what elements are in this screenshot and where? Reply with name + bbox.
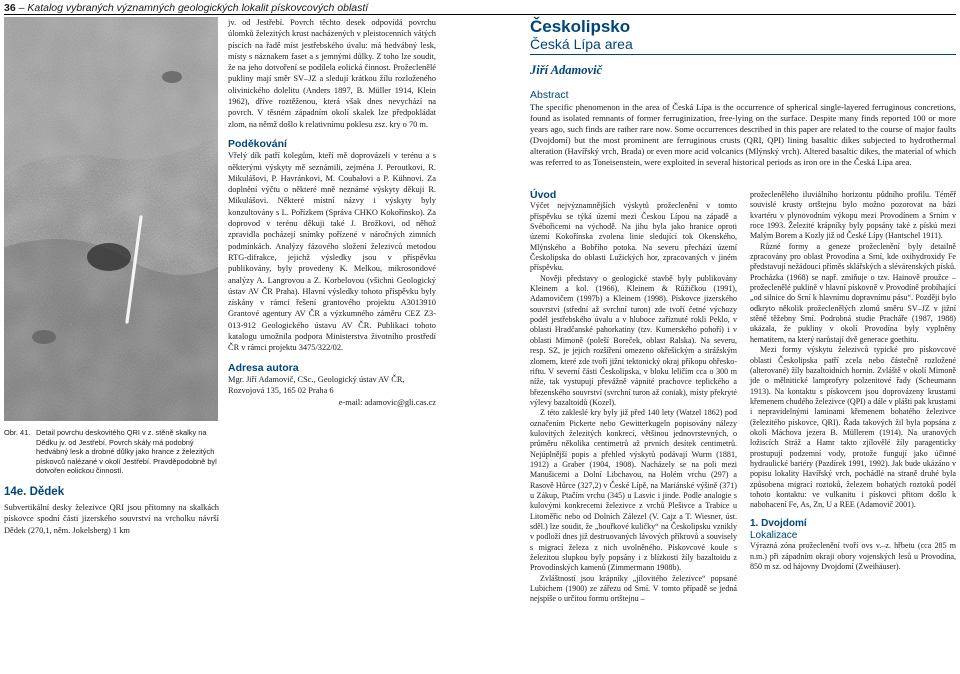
title-rule — [530, 54, 956, 55]
figure-label: Obr. 41. — [4, 428, 31, 437]
figure-caption-text: Detail povrchu deskovitého QRI v z. stěně skalky na Dědku jv. od Jestřebí. Povrch skály má podobný hedvábný lesk a drobné důlky jako hrance z železitých pískovců nalézané v okolí Jestřebí. Pravděpodobně byl dotvořen eolickou činností. — [36, 428, 217, 476]
figure-caption — [4, 428, 219, 476]
running-header: 36 – Katalog vybraných významných geologických lokalit pískovcových oblastí — [4, 2, 369, 14]
uvod-paragraph-4: Zvláštností jsou krápníky „jílovitého železivce“ popsané Lubichem (1900) ze zářezu od Srní. V tomto případě se jedná nejspíše o určitou formu ortštejnu – — [530, 573, 737, 604]
site-14e-text-block — [4, 502, 219, 536]
address-line-2: Rozvojová 135, 165 02 Praha 6 — [228, 386, 334, 396]
abstract-text: The specific phenomenon in the area of Česká Lípa is the occurrence of spherical single-layered ferruginous concretions, found as isolated remnants of former ferruginization, free-lying on the surface. Despite many finds reported 100 or more years ago, such finds are rather rare now. Some occurrences described in this paper are related to the course of major faults (Dvojdomí) but the most prominent are ferruginous crusts (QRI, QPI) lining basaltic dikes subjected to hydrothermal alteration (Havířský vrch, Brada) or even more acid volcanics (Mlýnský vrch). Altered basaltic dikes, the material of which was referred to as Toneisenstein, were exploited in several historical periods as iron ore in the Česká Lípa area. — [530, 102, 956, 168]
intro-paragraph: jv. od Jestřebí. Povrch těchto desek odpovídá povrchu úlomků železitých krust nacházených v pleistocenních vátých píscích na řadě míst jestřebského úvalu: má hedvábný lesk, místy s náznakem faset a s jemnými důlky. Z toho lze soudit, že na jeho dotvoření se podílela eolická činnost. Prožeclenělé pukliny mají směr SV–JZ a sledují krátkou žílu rozloženého olivinického dolelitu (Anders 1897, B. Müller 1914, Klein 1962), dříve roztěženou, která však dnes nevychází na povrch. V těsném západním okolí skalek lze předpokládat zlom, na němž došlo k relativnímu poklesu zsz. kry o 70 m. — [228, 18, 436, 129]
uvod-heading: Úvod — [530, 189, 557, 201]
author-name: Jiří Adamovič — [530, 63, 603, 77]
area-title: Česká Lípa area — [530, 36, 633, 52]
uvod-paragraph-2: Nověji představy o geologické stavbě byly publikovány Kleinem a kol. (1966), Kleinem & Růžičkou (1991), Adamovičem (1997b) a Kleinem (1998). Pískovce jizerského souvrství (střední až svrchní turon) zde tvoří četné výchozy podél jestřebského úvalu a v hluboce zaříznuté rokli Peklo, v oblasti Hradčanské pahorkatiny (tzv. Kumerského pohoří) i v oblasti Mimoně (poleší Boreček, oblast Ralska). Na severu, resp. SZ, je jejich rozšíření omezeno okřešickým a strážským zlomem, které zde tvoří jižní tektonický okraj příkopu ohřesko-riftu. V severní části Českolipska, v bloku leličím cca o 300 m níže, tak vystupují převážně vápnité prachovce teplického a březenského souvrství (svrchní turon až coniak), místy překryté výlevy bazaltoidů (Kozel). — [530, 273, 737, 407]
region-title: Českolipsko — [530, 17, 631, 36]
photo-graphic — [4, 17, 218, 421]
thanks-text: Vřelý dík patří kolegům, kteří mě doprovázeli v terénu a s některými výskyty mě seznámili, zejména J. Peroutkovi, R. Mikulášovi, P. Havránkovi, M. Coubalovi a P. Kühnovi. Za doplnění výčtu o některé mně neznámé výskyty děkuji R. Mikulášovi. Některé místní názvy i výskyty byly konzultovány s L. Pořízkem (Správa CHKO Kokořínsko). Za doprovod v terénu děkuji také J. Brožkovi, od něhož zpravidla pocházejí snímky pořízené v náročných zimních podmínkách. Analýzy fázového složení železivců metodou RTG-difrakce, jejichž výsledky jsou v příspěvku publikovány, byly provedeny K. Melkou, mikrosondové analýzy A. Langrovou a Z. Korbelovou (všichni Geologický ústav AV ČR Praha). Hlavní výsledky tohoto příspěvku byly získány v rámci řešení grantového projektu A3013910 Grantové agentury AV ČR a výzkumného záměru CEZ Z3-013-912 Geologického ústavu AV ČR. Publikaci tohoto katalogu umožnila podpora Ministerstva životního prostředí ČR v rámci projektu 3475/322/02. — [228, 151, 436, 353]
dvojdomi-heading: 1. Dvojdomí — [750, 517, 807, 529]
site-14e-text: Subvertikální desky železivce QRI jsou přítomny na skalkách pískovce spodní části jizerského souvrství na vrcholku návrší Dědek (270,1, něm. Jokelsberg) 1 km — [4, 503, 219, 535]
column-2 — [228, 17, 436, 408]
uvod-paragraph-1: Výčet nejvýznamnějších výskytů prožeclenění v tomto příspěvku se týká území mezi Českou Lípou na západě a Svébořicemi na východě. Na jihu byla jako hranice oproti území Kokořínska zvolena linie sledující tok Okenského, Mlýnského a Bobřího potoka. Na severu přechází území Českolipska do oblasti Lužických hor, zpracovaných v jiném příspěvku. — [530, 201, 737, 273]
col4-paragraph-1: prožeclenělého iluviálního horizontu půdního profilu. Téměř souvislé krusty ortštejnu bylo možno pozorovat na bázi kvartéru v plynovodním výkopu mezi Provodínem a Srním v roce 1993. Železité krápníky byly popsány také z pískú mezi Malým Borem a Kozly již od České Lípy (Hantschel 1911). — [750, 190, 956, 241]
lokalizace-heading: Lokalizace — [750, 530, 798, 541]
page-number: 36 — [4, 2, 16, 14]
rock-surface-photo — [4, 17, 218, 421]
header-rule — [4, 14, 956, 15]
col4-paragraph-2: Různé formy a geneze prožeclenění byly detailně zpracovány pro oblast Provodína a Srní, kde oxihydroxidy Fe představují nežádoucí příměs sklářských a slévárenských písků. Procházka (1968) se např. zmiňuje o tzv. Hainově proužce – prožeclenělé puklině v hlavní pískovně v Provodíně probíhající „od silnice do Srní k hlavnímu dopravnímu pásu“. Později bylo odkryto několik prožeclenělých zlomů směru SV–JZ v jižní stěně těžebny Srní. Podrobná studie Pracháře (1987, 1988) ukázala, že pukliny v okolí Provodína byly vyplněny hematitem, na který narůstají dvě generace goethitu. — [750, 241, 956, 344]
column-4 — [750, 190, 956, 572]
column-3 — [530, 190, 737, 605]
author-email: e-mail: adamovic@gli.cas.cz — [338, 397, 436, 407]
col4-paragraph-3: Mezi formy výskytu železivců typické pro pískovcové oblasti Českolipska patří zcela nebo částečně rozložené (alterované) žíly bazaltoidních hornin. Zvláště v okolí Mimoně jde o mělnitické lamprofyry polzenitové řady (Scheumann 1913). Na kontaktu s pískovcem jsou doprovázeny krustami křemenem chudého železivce (QPI) a dále v plášti pak krustami i nepravidelnými laminami křemenem bohatého železivce (železitého pískovce, QRI). Řada takových žil byla popsána z okolí Máchova jezera B. Müllerem (1914). Na uranových ložiscích Stráž a Hamr takto zjílovělé žíly paragenticky prostupují podzemní vody, protože fungují jako účinné hydraulické bariéry (Pazdírek 1991, 1992). Jak bude ukázáno v popisu lokality Havířský vrch, pochádlé na straně druhé byla způsobena migrací roztoků, železem bohatých roztoků podél tohoto kontaktu: ve vulkanitu i pískovci přitom došlo k nabohacení Fe, As, Zn, U a REE (Adamovič 2001). — [750, 345, 956, 510]
address-heading: Adresa autora — [228, 361, 299, 374]
abstract-heading: Abstract — [530, 89, 569, 101]
site-14e-heading: 14e. Dědek — [4, 486, 65, 498]
address-line-1: Mgr. Jiří Adamovič, CSc., Geologický ústav AV ČR, — [228, 374, 405, 384]
uvod-paragraph-3: Z této zakleslé kry byly již před 140 lety (Watzel 1862) pod označením Pickerte nebo Gewitterkugeln popisovány nálezy kulovitých železitých konkrecí, většinou jednovrstevných, o průměru několika centimetrů až prvních desítek centimetrů. Nejúplnější popis a přehled výskytů podávají Wurm (1881, 1912) a Graber (1904, 1908). Nacházely se na poli mezi Manušicemi a Dolní Libchavou, na Holém vrchu (297) a Rasově Hůrce (327,2) v České Lípě, na Mariánské výšině (371) u Zákup, Ptačím vrchu (345) u Lasvic i jinde. Podle analogie s kulovými konkrecemi železivce z vrchů Plešivce a Trabice u Litoměřic nebo od Dolních Zálezel (V. Cajz a T. Wiesner, úst. sděl.) lze soudit, že „bouřkové kuličky“ na Českolipsku vznikly v podloží dnes již destruovaných lávových příkrovů a souvisely s migrací železa z nich uvolněného. Pískovcové koule s železitou slupkou byly popsány i z blízkosti žíly bazaltoidu z Provodínských kamenů (Zimmermann 1908b). — [530, 408, 737, 573]
lokalizace-text: Výrazná zóna prožeclenění tvoří ovs v.–z. hřbetu (cca 285 m n.m.) při západním okraji obory vojenských lesů u Provodína, 850 m sz. od hájovny Dvojdomí (Zweihäuser). — [750, 541, 956, 572]
thanks-heading: Poděkování — [228, 137, 287, 150]
running-title: Katalog vybraných významných geologických lokalit pískovcových oblastí — [27, 2, 369, 14]
